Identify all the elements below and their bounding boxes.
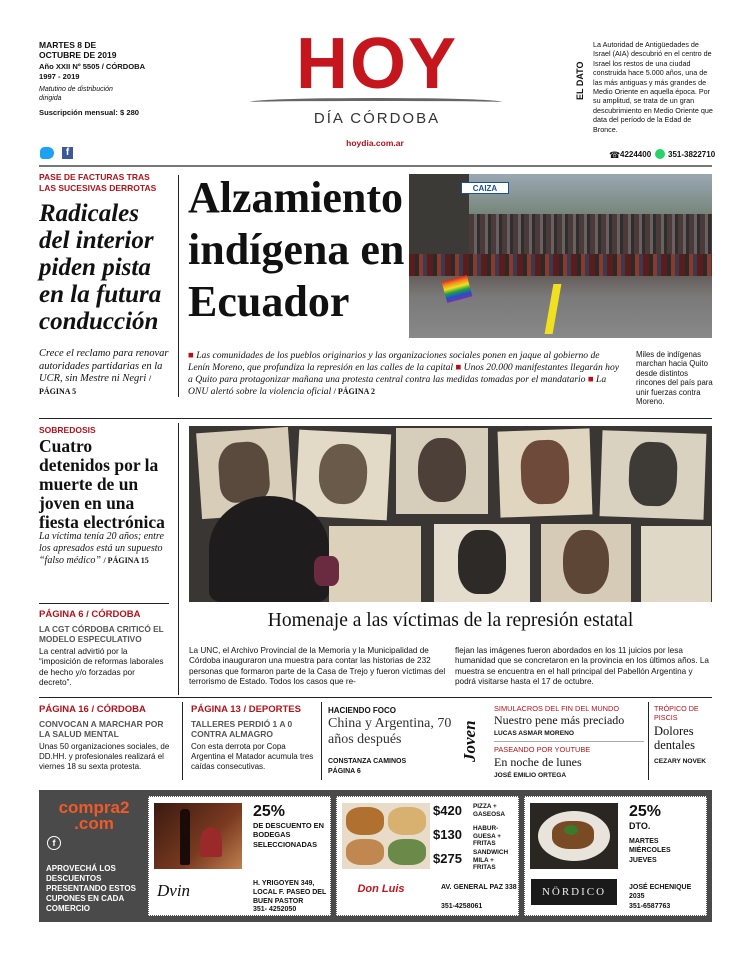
newspaper-logo: HOY: [295, 24, 459, 104]
twitter-icon[interactable]: [40, 147, 54, 159]
coupon3-dto: DTO.: [629, 821, 651, 831]
compra2-domain: .com: [74, 814, 114, 833]
p16-title: CONVOCAN A MARCHAR POR LA SALUD MENTAL: [39, 719, 164, 739]
col-divider-5: [648, 702, 649, 780]
coupon3-pct: 25%: [629, 803, 662, 820]
logo-subtitle: DÍA CÓRDOBA: [313, 110, 441, 127]
foco-page: PÁGINA 6: [328, 768, 361, 775]
coupon3-logo: NÖRDICO: [531, 879, 617, 905]
compra2-logo[interactable]: [44, 800, 144, 832]
tropico-title: Dolores dentales: [654, 724, 695, 752]
dish-photo: [530, 803, 618, 869]
sim-label: SIMULACROS DEL FIN DEL MUNDO: [494, 704, 620, 713]
section-rule-1: [39, 418, 712, 419]
coupon3-phone: 351-6587763: [629, 903, 671, 910]
lead-headline: Alzamiento indígena en Ecuador: [188, 173, 405, 326]
edition-date: MARTES 8 DE OCTUBRE DE 2019: [39, 40, 117, 60]
p13-body: Con esta derrota por Copa Argentina el Matador acumula tres caídas consecutivas.: [191, 742, 314, 771]
yt-label: PASEANDO POR YOUTUBE: [494, 745, 591, 754]
edition-years: 1997 - 2019: [39, 72, 80, 81]
edition-number: Año XXII Nº 5505 / CÓRDOBA: [39, 62, 146, 71]
distribution-note: Matutino de distribución dirigida: [39, 86, 113, 102]
phone-number: 4224400: [620, 150, 652, 159]
left3-body: La central advirtió por la “imposición de reformas laborales de hecho y/o forzadas por decreto”.: [39, 646, 164, 687]
tropico-author: CEZARY NOVEK: [654, 758, 707, 765]
coupon2-price3: $275: [433, 851, 462, 866]
coupon1-pct: 25%: [253, 803, 286, 820]
left3-section: PÁGINA 6 / CÓRDOBA: [39, 609, 141, 620]
coupon-donluis[interactable]: [336, 796, 519, 916]
sim-title: Nuestro pene más preciado: [494, 713, 625, 727]
foco-title: China y Argentina, 70 años después: [328, 716, 452, 747]
coupon1-phone: 351- 4252050: [253, 906, 297, 913]
subscription: Suscripción mensual: $ 280: [39, 108, 140, 117]
coupon-nordico[interactable]: [524, 796, 707, 916]
coupon2-desc1: PIZZA + GASEOSA: [473, 803, 505, 818]
masthead-rule: [39, 165, 712, 167]
col-divider-4: [321, 702, 322, 780]
coupon2-price1: $420: [433, 803, 462, 818]
whatsapp-icon: [655, 149, 665, 159]
dato-label: EL DATO: [575, 61, 585, 100]
coupon1-desc: DE DESCUENTO EN BODEGAS SELECCIONADAS: [253, 821, 324, 849]
phone-icon: ☎: [609, 150, 621, 160]
left1-summary: Crece el reclamo para renovar autoridades partidarias en la UCR, sin Mestre ni Negri / PÁGINA 5: [39, 348, 169, 396]
col-divider-1: [178, 175, 179, 397]
left2-headline: Cuatro detenidos por la muerte de un joven en una fiesta electrónica: [39, 436, 165, 532]
coupon1-address: H. YRIGOYEN 349, LOCAL F. PASEO DEL BUEN PASTOR: [253, 880, 327, 905]
coupon2-phone: 351-4258061: [441, 903, 483, 910]
foco-author: CONSTANZA CAMINOS: [328, 758, 407, 765]
lead-caption: Miles de indígenas marchan hacia Quito desde distintos rincones del país para unir fuerzas contra Moreno.: [636, 350, 713, 407]
tropico-label: TRÓPICO DE PISCIS: [654, 704, 699, 722]
joven-label: Joven: [460, 720, 479, 762]
section-rule-2: [39, 697, 712, 698]
ads-promo-text: APROVECHÁ LOS DESCUENTOS PRESENTANDO ESTOS CUPONES EN CADA COMERCIO: [46, 864, 136, 913]
p13-title: TALLERES PERDIÓ 1 A 0 CONTRA ALMAGRO: [191, 719, 293, 739]
homenaje-col1: La UNC, el Archivo Provincial de la Memoria y la Municipalidad de Córdoba inauguraron una muestra para contar las historias de 232 personas que formaron parte de la Casa de Trejo y fueron víctimas del terrorismo de Estado. Todos los casos que re-: [189, 646, 446, 686]
col-divider-2: [178, 423, 179, 695]
compra2-brand: compra2: [58, 798, 130, 817]
col-divider-3: [182, 702, 183, 780]
foco-label: HACIENDO FOCO: [328, 706, 396, 715]
left-rule-2: [39, 603, 169, 604]
coupon-dvin[interactable]: [148, 796, 331, 916]
left1-kicker: PASE DE FACTURAS TRAS LAS SUCESIVAS DERROTAS: [39, 172, 157, 193]
coupon1-logo: Dvin: [157, 881, 191, 900]
homenaje-photo: [189, 426, 712, 602]
p16-section: PÁGINA 16 / CÓRDOBA: [39, 704, 146, 715]
coupon2-address: AV. GENERAL PAZ 338: [441, 884, 517, 891]
logo-swoosh: [250, 98, 502, 106]
lead-photo: [409, 174, 712, 338]
photo-sign: CAIZA: [461, 182, 509, 194]
homenaje-col2: flejan las imágenes fueron abordados en los 11 juicios por lesa humanidad que se concretaron en la provincia en los últimos años. La muestra se encuentra en el hall principal del Pabellón Argentina y podrá visitarse hasta el 17 de octubre.: [455, 646, 709, 686]
coupon2-desc2: HABUR-GUESA + FRITAS: [473, 825, 501, 848]
p13-section: PÁGINA 13 / DEPORTES: [191, 704, 301, 715]
facebook-icon[interactable]: f: [62, 147, 73, 159]
whatsapp-number: 351-3822710: [668, 150, 716, 159]
yt-author: JOSÉ EMILIO ORTEGA: [494, 772, 567, 779]
coupon3-days: MARTES MIÉRCOLES JUEVES: [629, 838, 671, 864]
ads-facebook-icon[interactable]: f: [47, 836, 61, 850]
lead-body: ■ Las comunidades de los pueblos originarios y las organizaciones sociales ponen en jaque al gobierno de Lenín Moreno, que profundiza la represión en las calles de la capital ■ Unos 20.000 manifestantes llegarán hoy a Quito para protagonizar mañana una protesta central contra las medidas tomadas por el mandatario ■ La ONU alertó sobre la violencia oficial / PÁGINA 2: [188, 350, 620, 397]
left3-title: LA CGT CÓRDOBA CRITICÓ EL MODELO ESPECULATIVO: [39, 624, 164, 644]
left2-summary: La víctima tenía 20 años; entre los apresados está un supuesto “falso médico” / PÁGINA 15: [39, 531, 164, 566]
p16-body: Unas 50 organizaciones sociales, de DD.HH. y profesionales realizará el viernes 18 su sexta protesta.: [39, 742, 170, 771]
joven-rule: [494, 741, 644, 742]
coupon2-price2: $130: [433, 827, 462, 842]
sim-author: LUCAS ASMAR MORENO: [494, 730, 574, 737]
left1-headline: Radicales del interior piden pista en la futura conducción: [39, 200, 162, 335]
wine-photo: [154, 803, 242, 869]
coupon3-address: JOSÉ ECHENIQUE 2035: [629, 884, 692, 900]
coupon2-logo: Don Luis: [357, 883, 405, 895]
website-link[interactable]: hoydia.com.ar: [346, 138, 404, 148]
dato-text: La Autoridad de Antigüedades de Israel (AIA) descubrió en el centro de Israel los restos de una ciudad construida hace 5.000 años, una de las más antiguas y más grandes de Medio Oriente en aquella época. Por su amplitud, se trata de un gran descubrimiento en Medio Oriente que data del período de la Edad de Bronce.: [593, 40, 713, 134]
coupon2-desc3: SANDWICH MILA + FRITAS: [473, 849, 509, 872]
food-photo: [342, 803, 430, 869]
homenaje-headline: Homenaje a las víctimas de la represión estatal: [267, 610, 634, 631]
yt-title: En noche de lunes: [494, 755, 582, 769]
left2-kicker: SOBREDOSIS: [39, 425, 96, 435]
